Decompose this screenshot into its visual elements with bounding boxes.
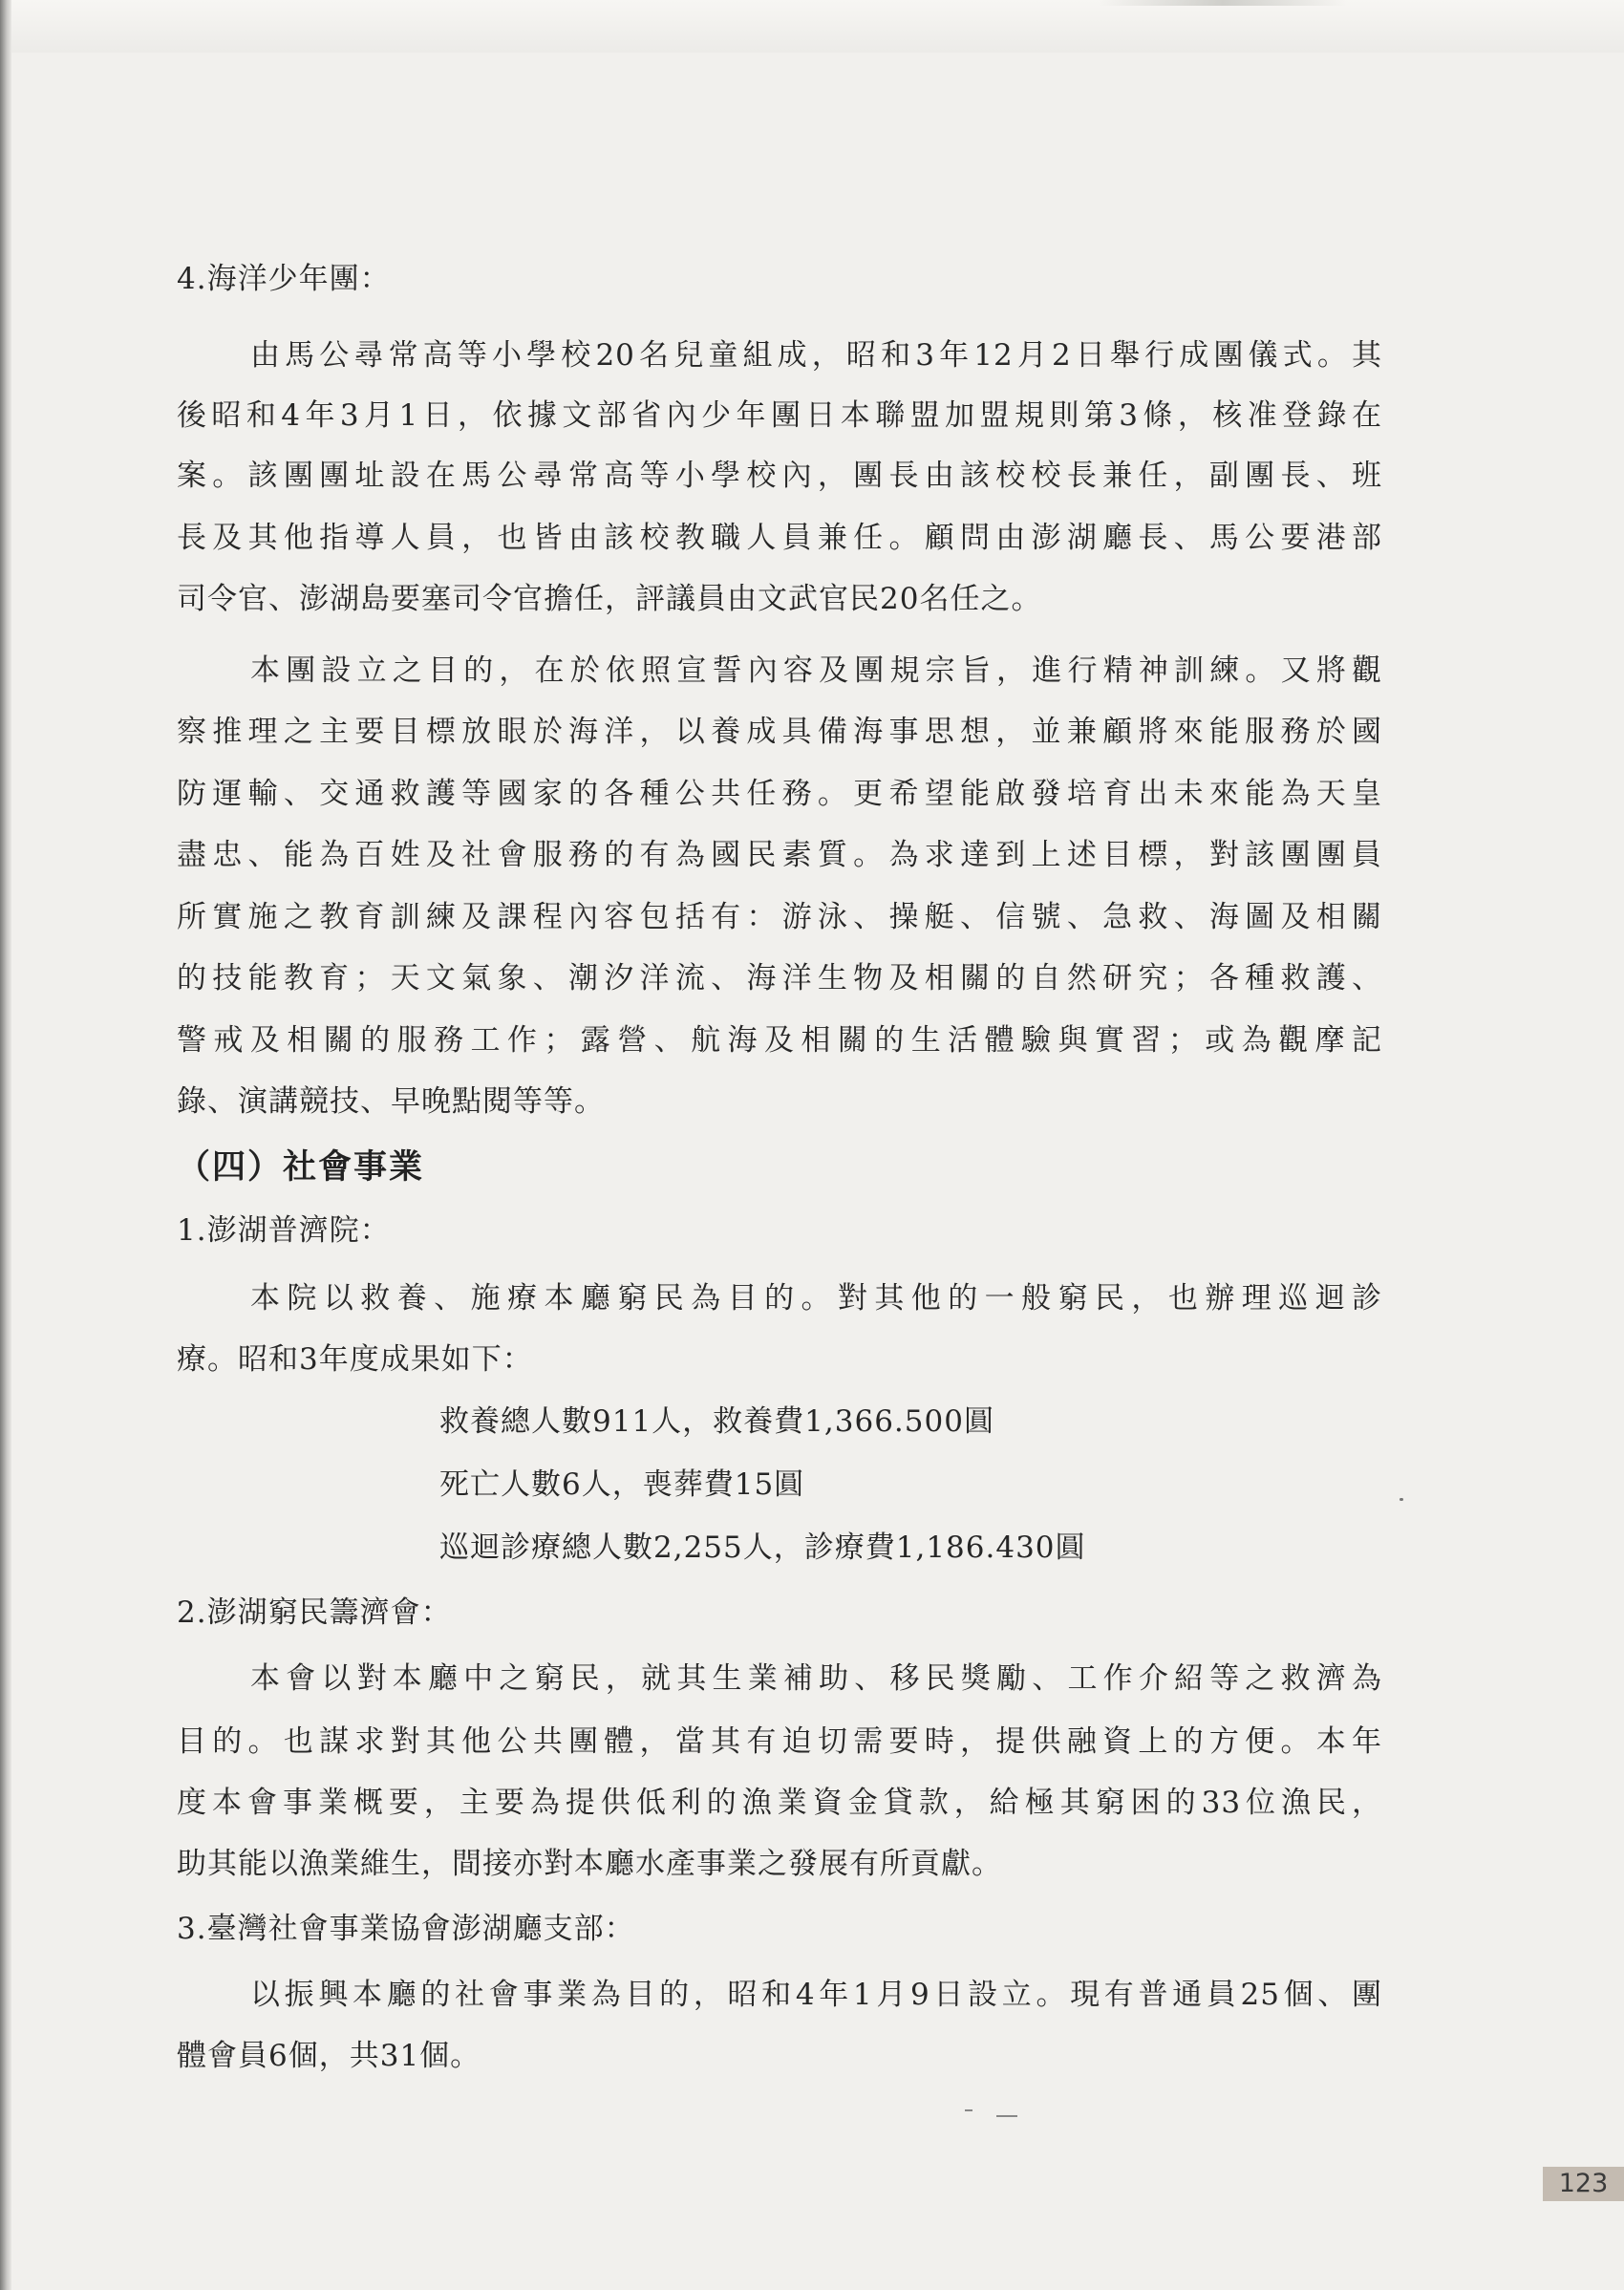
paragraph-line: 療。昭和3年度成果如下： [177,1342,533,1377]
paragraph-line: 由馬公尋常高等小學校20名兒童組成，昭和3年12月2日舉行成團儀式。其 [250,338,1382,373]
paragraph-line: 司令官、澎湖島要塞司令官擔任，評議員由文武官民20名任之。 [177,582,1042,616]
stat-line: 死亡人數6人，喪葬費15圓 [439,1467,805,1502]
book-spine-shadow [0,0,11,2290]
page-top-shadow [0,0,1624,53]
scan-speck [1400,1498,1403,1501]
paragraph-line: 本團設立之目的，在於依照宣誓內容及團規宗旨，進行精神訓練。又將觀 [250,653,1382,688]
paragraph-line: 本院以救養、施療本廳窮民為目的。對其他的一般窮民，也辦理巡迴診 [250,1281,1382,1316]
scan-artifact [1099,0,1347,6]
subsection-heading: 2.澎湖窮民籌濟會： [177,1595,452,1630]
scan-speck [996,2115,1017,2117]
stat-line: 救養總人數911人，救養費1,366.500圓 [439,1404,994,1439]
paragraph-line: 度本會事業概要，主要為提供低利的漁業資金貸款，給極其窮困的33位漁民， [177,1786,1382,1820]
paragraph-line: 助其能以漁業維生，間接亦對本廳水產事業之發展有所貢獻。 [177,1847,1002,1881]
paragraph-line: 長及其他指導人員，也皆由該校教職人員兼任。顧問由澎湖廳長、馬公要港部 [177,521,1382,555]
scan-speck [965,2109,972,2111]
paragraph-line: 案。該團團址設在馬公尋常高等小學校內，團長由該校校長兼任，副團長、班 [177,459,1382,493]
paragraph-line: 警戒及相關的服務工作；露營、航海及相關的生活體驗與實習；或為觀摩記 [177,1023,1382,1058]
paragraph-line: 的技能教育；天文氣象、潮汐洋流、海洋生物及相關的自然研究；各種救護、 [177,961,1382,995]
paragraph-line: 後昭和4年3月1日，依據文部省內少年團日本聯盟加盟規則第3條，核准登錄在 [177,398,1382,433]
subsection-heading: 1.澎湖普濟院： [177,1213,391,1248]
paragraph-line: 以振興本廳的社會事業為目的，昭和4年1月9日設立。現有普通員25個、團 [250,1978,1382,2012]
page-number: 123 [1543,2167,1624,2201]
paragraph-line: 察推理之主要目標放眼於海洋，以養成具備海事思想，並兼顧將來能服務於國 [177,715,1382,749]
paragraph-line: 體會員6個，共31個。 [177,2039,481,2073]
paragraph-line: 本會以對本廳中之窮民，就其生業補助、移民獎勵、工作介紹等之救濟為 [250,1661,1382,1696]
stat-line: 巡迴診療總人數2,255人，診療費1,186.430圓 [439,1530,1086,1565]
paragraph-line: 錄、演講競技、早晚點閱等等。 [177,1084,605,1119]
subsection-heading: 3.臺灣社會事業協會澎湖廳支部： [177,1912,635,1946]
paragraph-line: 目的。也謀求對其他公共團體，當其有迫切需要時，提供融資上的方便。本年 [177,1724,1382,1759]
paragraph-line: 所實施之教育訓練及課程內容包括有：游泳、操艇、信號、急救、海圖及相關 [177,900,1382,934]
paragraph-line: 防運輸、交通救護等國家的各種公共任務。更希望能啟發培育出未來能為天皇 [177,777,1382,811]
section-heading: （四）社會事業 [177,1148,425,1187]
subsection-heading: 4.海洋少年團： [177,262,391,296]
paragraph-line: 盡忠、能為百姓及社會服務的有為國民素質。為求達到上述目標，對該團團員 [177,838,1382,872]
